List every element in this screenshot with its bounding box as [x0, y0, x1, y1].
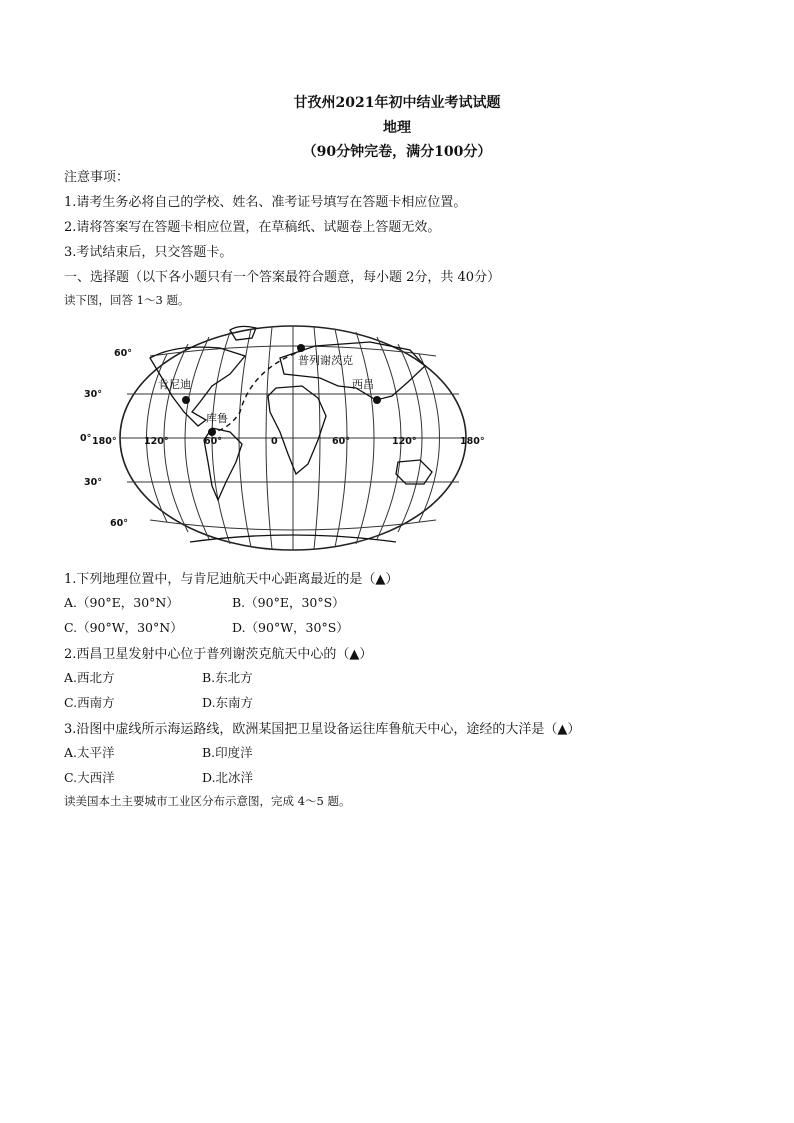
lon-label-180w: 180° — [92, 436, 117, 447]
note-item-3: 3.考试结束后，只交答题卡。 — [64, 245, 233, 260]
q2-option-a: A.西北方 — [64, 670, 115, 685]
label-kennedy: 肯尼迪 — [158, 378, 191, 391]
q3-option-b: B.印度洋 — [202, 745, 253, 760]
next-section-intro: 读美国本土主要城市工业区分布示意图，完成 4～5 题。 — [64, 794, 351, 808]
q1-option-c: C.（90°W，30°N） — [64, 620, 183, 635]
australia-shape — [396, 460, 432, 484]
label-xichang: 西昌 — [352, 378, 374, 391]
q3-option-d: D.北冰洋 — [202, 770, 254, 785]
q2-option-b: B.东北方 — [202, 670, 253, 685]
lon-label-0: 0 — [271, 436, 278, 447]
lat-label-0: 0° — [80, 433, 92, 444]
marker-xichang — [373, 396, 381, 404]
exam-subject: 地理 — [383, 120, 411, 136]
continents — [150, 326, 432, 542]
africa-shape — [268, 386, 326, 474]
q1-option-b: B.（90°E，30°S） — [232, 595, 345, 610]
q3-option-a: A.太平洋 — [64, 745, 115, 760]
q1-option-a: A.（90°E，30°N） — [64, 595, 179, 610]
label-kourou: 库鲁 — [206, 412, 228, 425]
lon-label-60w: 60° — [204, 436, 222, 447]
lon-label-60e: 60° — [332, 436, 350, 447]
lat-label-30s: 30° — [84, 477, 102, 488]
lon-label-120e: 120° — [392, 436, 417, 447]
label-plesetsk: 普列谢茨克 — [298, 354, 353, 367]
exam-time-note: （90分钟完卷，满分100分） — [302, 144, 492, 160]
q3-option-c: C.大西洋 — [64, 770, 115, 785]
marker-plesetsk — [297, 344, 305, 352]
section-intro: 读下图，回答 1～3 题。 — [64, 293, 190, 307]
marker-kourou — [208, 428, 216, 436]
question-3: 3.沿图中虚线所示海运路线，欧洲某国把卫星设备运往库鲁航天中心，途经的大洋是（▲） — [64, 722, 581, 737]
note-item-1: 1.请考生务必将自己的学校、姓名、准考证号填写在答题卡相应位置。 — [64, 195, 467, 210]
notes-heading: 注意事项： — [64, 170, 130, 185]
marker-kennedy — [182, 396, 190, 404]
lat-label-60s: 60° — [110, 518, 128, 529]
lon-label-120w: 120° — [144, 436, 169, 447]
question-1: 1.下列地理位置中，与肯尼迪航天中心距离最近的是（▲） — [64, 572, 399, 587]
note-item-2: 2.请将答案写在答题卡相应位置，在草稿纸、试题卷上答题无效。 — [64, 220, 441, 235]
q1-option-d: D.（90°W，30°S） — [232, 620, 349, 635]
section-heading: 一、选择题（以下各小题只有一个答案最符合题意，每小题 2分，共 40分） — [64, 270, 501, 285]
q2-option-c: C.西南方 — [64, 695, 115, 710]
exam-title: 甘孜州2021年初中结业考试试题 — [293, 95, 501, 111]
lat-label-30n: 30° — [84, 389, 102, 400]
question-2: 2.西昌卫星发射中心位于普列谢茨克航天中心的（▲） — [64, 647, 373, 662]
q2-option-d: D.东南方 — [202, 695, 254, 710]
lon-label-180e: 180° — [460, 436, 485, 447]
lat-label-60n: 60° — [114, 348, 132, 359]
world-map-figure — [80, 316, 490, 560]
